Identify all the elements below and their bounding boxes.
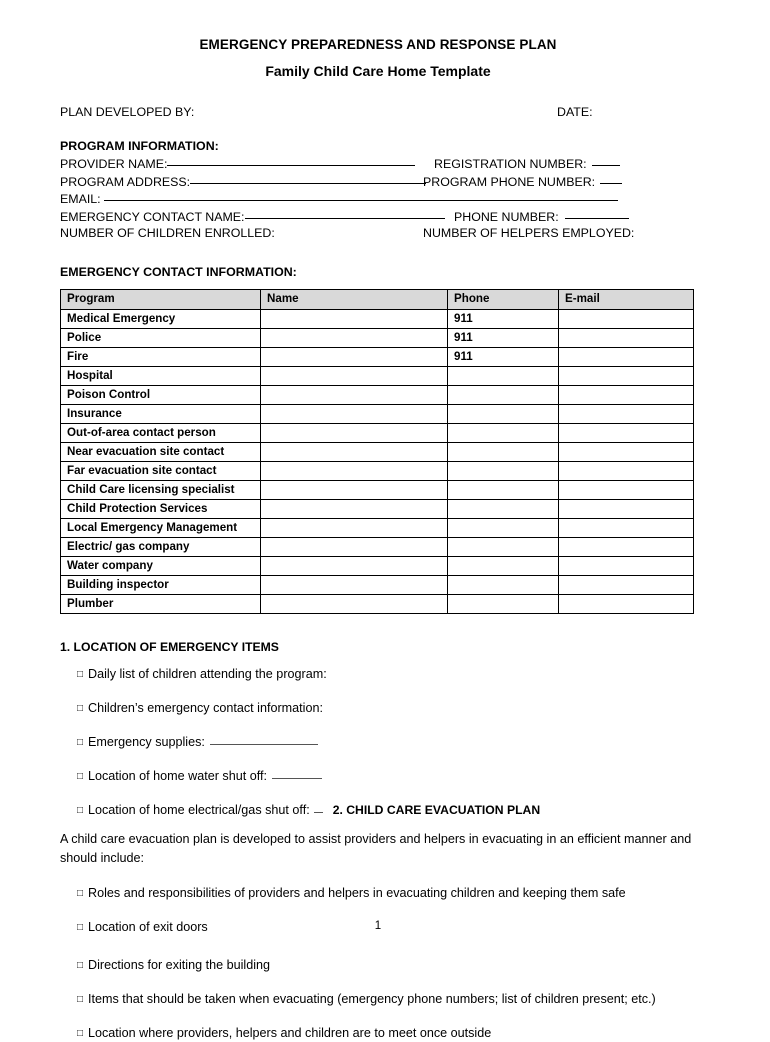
counts-line: [60, 225, 696, 243]
cell-phone[interactable]: 911: [448, 328, 559, 347]
cell-phone[interactable]: 911: [448, 347, 559, 366]
page-number: 1: [374, 920, 382, 932]
checkbox-icon[interactable]: □: [77, 668, 84, 680]
cell-name[interactable]: [261, 556, 448, 575]
cell-email[interactable]: [559, 328, 694, 347]
cell-name[interactable]: [261, 309, 448, 328]
cell-program: Out-of-area contact person: [61, 423, 261, 442]
emergency-supplies-field[interactable]: [210, 735, 318, 745]
table-row: [61, 556, 694, 575]
checklist-item-label: Directions for exiting the building: [88, 957, 271, 972]
cell-program: Insurance: [61, 404, 261, 423]
cell-name[interactable]: [261, 328, 448, 347]
emergency-contact-name-field[interactable]: [245, 208, 445, 219]
provider-name-line: [60, 155, 696, 173]
cell-email[interactable]: [559, 575, 694, 594]
page-content: [60, 36, 696, 1042]
cell-name[interactable]: [261, 423, 448, 442]
cell-email[interactable]: [559, 423, 694, 442]
cell-phone[interactable]: [448, 480, 559, 499]
table-row: [61, 575, 694, 594]
cell-program: Building inspector: [61, 575, 261, 594]
checkbox-icon[interactable]: □: [77, 702, 84, 714]
registration-number-label: REGISTRATION NUMBER:: [434, 157, 587, 171]
checkbox-icon[interactable]: □: [77, 736, 84, 748]
checklist-item-label: Items that should be taken when evacuating (emergency phone numbers; list of children present; etc.): [88, 991, 656, 1006]
date-label: DATE:: [557, 105, 593, 119]
checklist-item-label: Emergency supplies:: [88, 734, 205, 749]
checklist-item-label: Children’s emergency contact information:: [88, 700, 323, 715]
cell-program: Medical Emergency: [61, 309, 261, 328]
helpers-employed-label: NUMBER OF HELPERS EMPLOYED:: [423, 226, 635, 240]
cell-name[interactable]: [261, 404, 448, 423]
checklist-item[interactable]: [77, 802, 696, 819]
title-block: [60, 36, 696, 80]
cell-phone[interactable]: [448, 537, 559, 556]
table-row: [61, 385, 694, 404]
checkbox-icon[interactable]: □: [77, 770, 84, 782]
cell-email[interactable]: [559, 594, 694, 613]
cell-program: Water company: [61, 556, 261, 575]
cell-phone[interactable]: [448, 385, 559, 404]
table-row: [61, 423, 694, 442]
provider-name-label: PROVIDER NAME:: [60, 157, 168, 171]
emergency-contact-table: [60, 289, 694, 614]
cell-program: Near evacuation site contact: [61, 442, 261, 461]
plan-developed-by-label: PLAN DEVELOPED BY:: [60, 105, 195, 119]
cell-program: Electric/ gas company: [61, 537, 261, 556]
checklist-item[interactable]: [77, 1025, 696, 1042]
column-header-name: Name: [261, 289, 448, 309]
registration-number-group: [434, 155, 620, 174]
checklist-item-label: Location where providers, helpers and children are to meet once outside: [88, 1025, 492, 1040]
cell-name[interactable]: [261, 480, 448, 499]
cell-name[interactable]: [261, 461, 448, 480]
cell-name[interactable]: [261, 442, 448, 461]
cell-name[interactable]: [261, 385, 448, 404]
cell-email[interactable]: [559, 442, 694, 461]
children-enrolled-label: NUMBER OF CHILDREN ENROLLED:: [60, 226, 275, 240]
cell-email[interactable]: [559, 556, 694, 575]
phone-number-label: PHONE NUMBER:: [454, 209, 559, 224]
checkbox-icon[interactable]: □: [77, 959, 84, 971]
checklist-item[interactable]: [77, 768, 696, 785]
cell-phone[interactable]: [448, 594, 559, 613]
cell-email[interactable]: [559, 518, 694, 537]
cell-name[interactable]: [261, 594, 448, 613]
phone-number-group: [454, 208, 629, 227]
cell-phone[interactable]: [448, 423, 559, 442]
checklist-item-label: Location of exit doors: [88, 919, 208, 934]
program-address-field[interactable]: [190, 173, 426, 184]
checkbox-icon[interactable]: □: [77, 993, 84, 1005]
emergency-contact-name-line: [60, 208, 696, 226]
program-phone-number-field[interactable]: [600, 173, 622, 184]
program-address-label: PROGRAM ADDRESS:: [60, 174, 191, 189]
program-phone-group: [423, 173, 622, 192]
contact-table-heading: EMERGENCY CONTACT INFORMATION:: [60, 264, 297, 279]
cell-email[interactable]: [559, 461, 694, 480]
checklist-item-label: Location of home water shut off:: [88, 768, 267, 783]
checklist-item[interactable]: [77, 666, 696, 683]
cell-email[interactable]: [559, 404, 694, 423]
cell-program: Hospital: [61, 366, 261, 385]
table-row: [61, 328, 694, 347]
cell-email[interactable]: [559, 499, 694, 518]
provider-name-field[interactable]: [167, 155, 415, 166]
cell-email[interactable]: [559, 480, 694, 499]
page-subtitle: Family Child Care Home Template: [265, 63, 491, 79]
cell-phone[interactable]: [448, 366, 559, 385]
cell-phone[interactable]: [448, 499, 559, 518]
section-two-heading: 2. CHILD CARE EVACUATION PLAN: [332, 802, 541, 817]
cell-email[interactable]: [559, 385, 694, 404]
registration-number-field[interactable]: [592, 155, 620, 166]
section-one-heading: 1. LOCATION OF EMERGENCY ITEMS: [60, 639, 279, 654]
cell-email[interactable]: [559, 537, 694, 556]
contact-table-body: [61, 309, 694, 613]
table-row: [61, 442, 694, 461]
cell-program: Poison Control: [61, 385, 261, 404]
program-information-heading: PROGRAM INFORMATION:: [60, 139, 219, 153]
page-title: EMERGENCY PREPAREDNESS AND RESPONSE PLAN: [199, 37, 557, 52]
checklist-item[interactable]: [77, 991, 696, 1008]
water-shutoff-field[interactable]: [272, 769, 322, 779]
checklist-item[interactable]: [77, 885, 696, 902]
email-label: EMAIL:: [60, 192, 101, 206]
cell-program: Fire: [61, 347, 261, 366]
cell-program: Far evacuation site contact: [61, 461, 261, 480]
table-row: [61, 518, 694, 537]
cell-name[interactable]: [261, 518, 448, 537]
cell-phone[interactable]: [448, 442, 559, 461]
checklist-item-label: Roles and responsibilities of providers and helpers in evacuating children and keeping them safe: [88, 885, 626, 900]
cell-program: Child Protection Services: [61, 499, 261, 518]
column-header-phone: Phone: [448, 289, 559, 309]
cell-email[interactable]: [559, 366, 694, 385]
email-line: [60, 190, 696, 208]
cell-program: Police: [61, 328, 261, 347]
cell-email[interactable]: [559, 347, 694, 366]
checkbox-icon[interactable]: □: [77, 921, 84, 933]
table-row: [61, 461, 694, 480]
table-header-row: [61, 289, 694, 309]
checklist-item[interactable]: [77, 734, 696, 751]
table-row: [61, 594, 694, 613]
checklist-item[interactable]: [77, 957, 696, 974]
cell-name[interactable]: [261, 499, 448, 518]
electrical-gas-shutoff-field[interactable]: [314, 803, 323, 813]
table-row: [61, 347, 694, 366]
checklist-item-label: Location of home electrical/gas shut off:: [88, 802, 310, 817]
cell-name[interactable]: [261, 537, 448, 556]
cell-program: Plumber: [61, 594, 261, 613]
section-two-intro: A child care evacuation plan is developed to assist providers and helpers in evacuating in an efficient manner and should include:: [60, 831, 692, 865]
plan-developed-row: [60, 104, 696, 120]
table-row: [61, 480, 694, 499]
checklist-item[interactable]: [77, 700, 696, 717]
program-address-line: [60, 173, 696, 191]
table-row: [61, 404, 694, 423]
table-row: [61, 366, 694, 385]
cell-phone[interactable]: [448, 404, 559, 423]
cell-phone[interactable]: 911: [448, 309, 559, 328]
cell-phone[interactable]: [448, 575, 559, 594]
phone-number-field[interactable]: [565, 208, 629, 219]
cell-name[interactable]: [261, 575, 448, 594]
cell-phone[interactable]: [448, 461, 559, 480]
cell-program: Child Care licensing specialist: [61, 480, 261, 499]
column-header-program: Program: [61, 289, 261, 309]
checklist-item-label: Daily list of children attending the program:: [88, 666, 327, 681]
cell-email[interactable]: [559, 309, 694, 328]
program-phone-number-label: PROGRAM PHONE NUMBER:: [423, 174, 596, 189]
table-row: [61, 309, 694, 328]
cell-phone[interactable]: [448, 518, 559, 537]
cell-name[interactable]: [261, 347, 448, 366]
cell-name[interactable]: [261, 366, 448, 385]
column-header-email: E-mail: [559, 289, 694, 309]
table-row: [61, 537, 694, 556]
cell-program: Local Emergency Management: [61, 518, 261, 537]
checkbox-icon[interactable]: □: [77, 887, 84, 899]
email-field[interactable]: [104, 190, 618, 201]
checkbox-icon[interactable]: □: [77, 804, 84, 816]
cell-phone[interactable]: [448, 556, 559, 575]
emergency-contact-name-label: EMERGENCY CONTACT NAME:: [60, 209, 245, 224]
table-row: [61, 499, 694, 518]
checkbox-icon[interactable]: □: [77, 1027, 84, 1039]
